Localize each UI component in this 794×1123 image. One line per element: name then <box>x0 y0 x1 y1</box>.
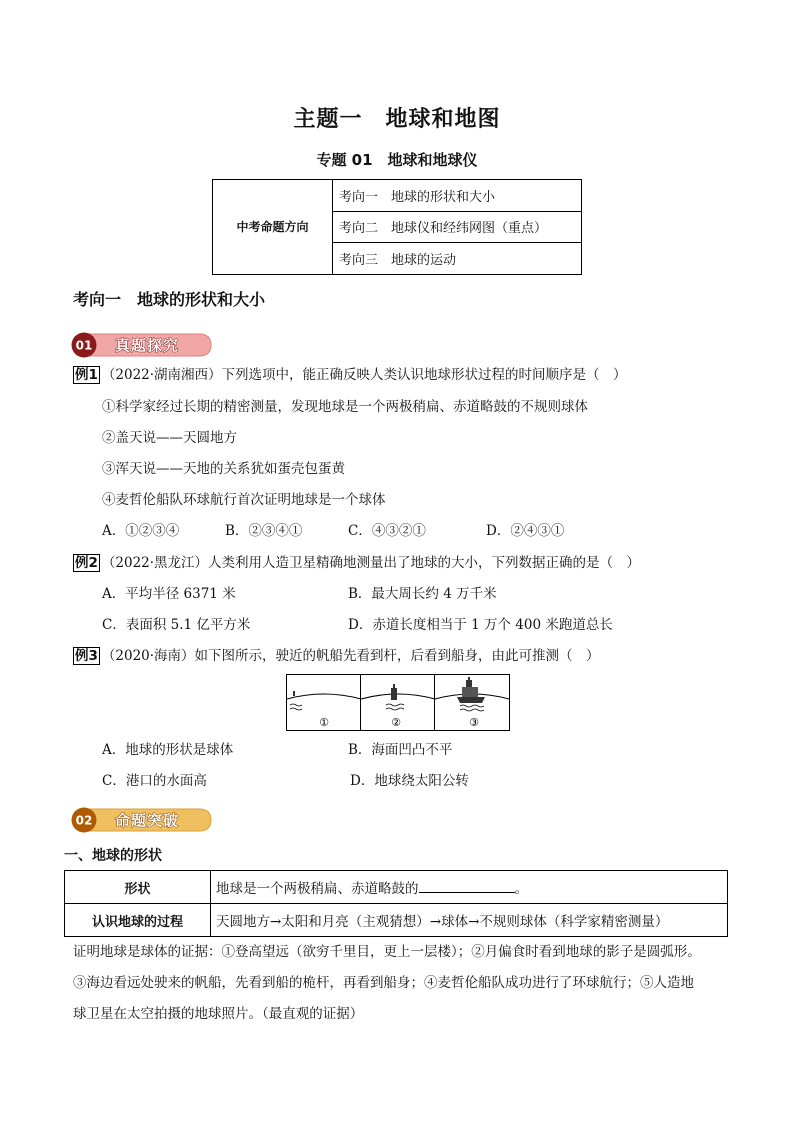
badge-breakthrough <box>71 807 213 833</box>
badge-real-questions <box>71 332 213 358</box>
figure-label-3: ③ <box>469 716 479 729</box>
part-1-heading: 一、地球的形状 <box>64 848 162 864</box>
example-1-statement-2: ②盖天说——天圆地方 <box>102 430 237 446</box>
example-1-option-d[interactable]: D．②④③① <box>486 523 565 539</box>
example-3-tag: 例3 <box>75 648 98 664</box>
badge-2-number: 02 <box>75 813 93 828</box>
shape-value: 地球是一个两极稍扁、赤道略鼓的 。 <box>211 871 728 904</box>
badge-1-text: 真题探究 <box>114 336 180 355</box>
page-title: 主题一 地球和地图 <box>293 107 501 132</box>
answer-blank[interactable] <box>419 879 515 893</box>
example-1-option-c[interactable]: C．④③②① <box>348 523 426 539</box>
example-3-option-d[interactable]: D．地球绕太阳公转 <box>350 773 469 789</box>
example-2-stem: 例2 （2022·黑龙江）人类利用人造卫星精确地测量出了地球的大小，下列数据正确的是（ ） <box>75 555 641 571</box>
section-heading: 考向一 地球的形状和大小 <box>73 290 266 309</box>
example-3-option-c[interactable]: C．港口的水面高 <box>102 773 207 789</box>
proof-line-3: 球卫星在太空拍摄的地球照片。（最直观的证据） <box>73 1006 364 1022</box>
shape-table <box>64 870 728 937</box>
page-subtitle: 专题 01 地球和地球仪 <box>316 151 478 169</box>
example-2-tag: 例2 <box>75 555 98 571</box>
example-1-option-b[interactable]: B．②③④① <box>225 523 303 539</box>
direction-item-1: 考向一 地球的形状和大小 <box>333 180 582 212</box>
figure-label-1: ① <box>319 716 329 729</box>
example-2-option-b[interactable]: B．最大周长约 4 万千米 <box>348 586 497 602</box>
direction-item-3: 考向三 地球的运动 <box>333 243 582 275</box>
example-1-statement-3: ③浑天说——天地的关系犹如蛋壳包蛋黄 <box>102 461 345 477</box>
direction-label: 中考命题方向 <box>213 180 333 275</box>
example-3-stem: 例3 （2020·海南）如下图所示，驶近的帆船先看到杆，后看到船身，由此可推测（ ） <box>75 648 600 664</box>
direction-item-2: 考向二 地球仪和经纬网图（重点） <box>333 211 582 243</box>
example-1-tag: 例1 <box>75 367 98 383</box>
direction-table <box>212 179 582 275</box>
proof-line-1: 证明地球是球体的证据：①登高望远（欲穷千里目，更上一层楼）；②月偏食时看到地球的影子是圆弧形。 <box>73 944 701 960</box>
example-3-option-a[interactable]: A．地球的形状是球体 <box>102 742 234 758</box>
badge-2-text: 命题突破 <box>114 811 180 830</box>
example-2-option-d[interactable]: D．赤道长度相当于 1 万个 400 米跑道总长 <box>348 617 613 633</box>
example-2-option-c[interactable]: C．表面积 5.1 亿平方米 <box>102 617 251 633</box>
example-1-statement-1: ①科学家经过长期的精密测量，发现地球是一个两极稍扁、赤道略鼓的不规则球体 <box>102 399 588 415</box>
example-1-stem: 例1 （2022·湖南湘西）下列选项中，能正确反映人类认识地球形状过程的时间顺序是（ ） <box>75 367 627 383</box>
example-1-option-a[interactable]: A．①②③④ <box>102 523 180 539</box>
example-2-option-a[interactable]: A．平均半径 6371 米 <box>102 586 236 602</box>
ship-figure <box>286 674 510 731</box>
shape-key: 形状 <box>65 871 211 904</box>
process-value: 天圆地方→太阳和月亮（主观猜想）→球体→不规则球体（科学家精密测量） <box>211 904 728 937</box>
figure-label-2: ② <box>391 716 401 729</box>
badge-1-number: 01 <box>75 338 93 353</box>
example-1-statement-4: ④麦哲伦船队环球航行首次证明地球是一个球体 <box>102 492 386 508</box>
proof-line-2: ③海边看远处驶来的帆船，先看到船的桅杆，再看到船身；④麦哲伦船队成功进行了环球航行；⑤人造地 <box>73 975 694 991</box>
example-3-option-b[interactable]: B．海面凹凸不平 <box>348 742 453 758</box>
ship-illustration <box>287 675 509 730</box>
process-key: 认识地球的过程 <box>65 904 211 937</box>
